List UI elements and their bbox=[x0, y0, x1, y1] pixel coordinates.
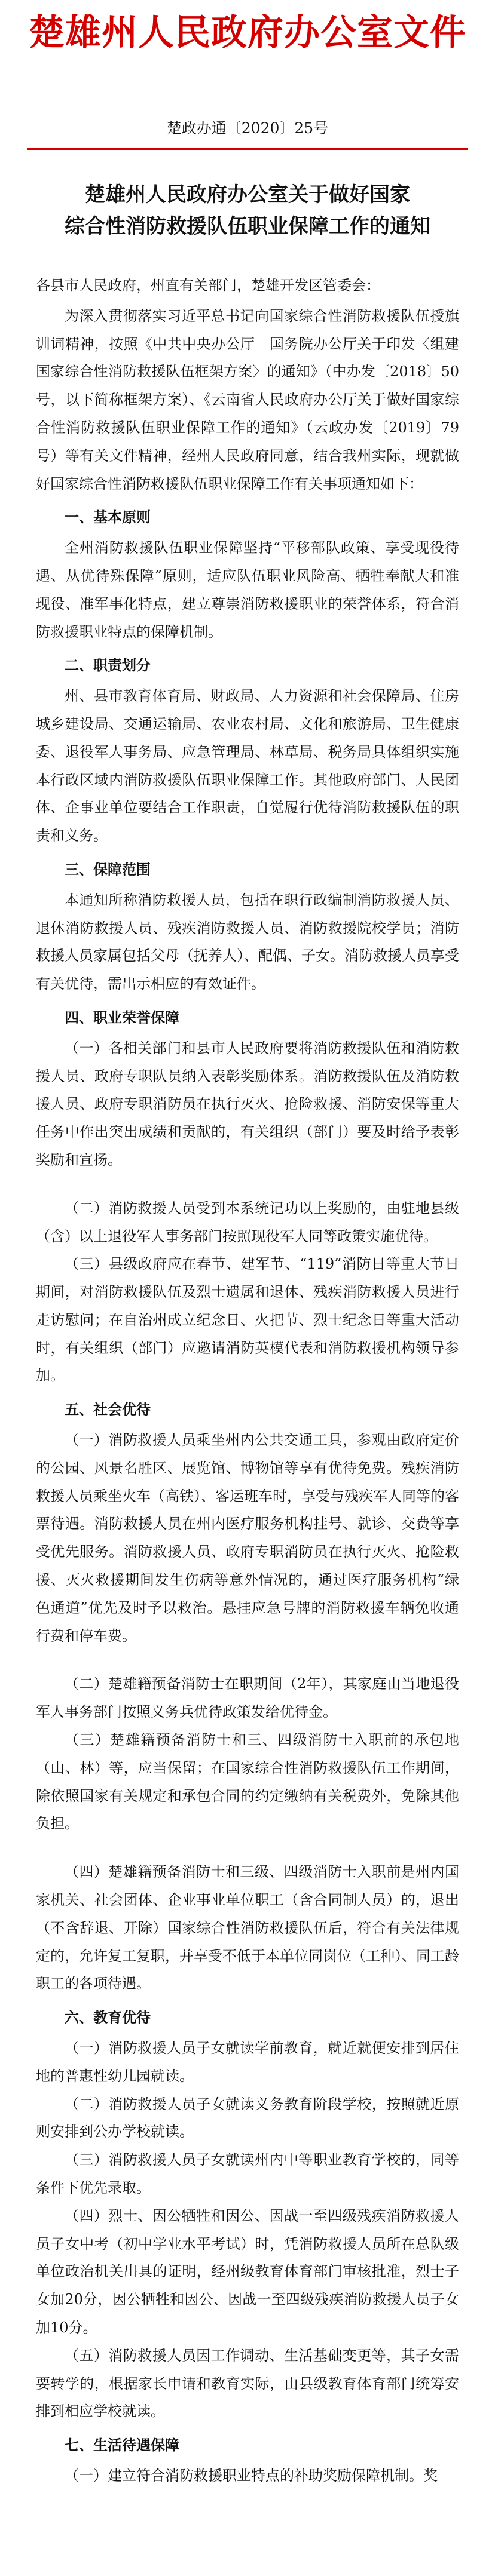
section-paragraph: （一）消防救援人员乘坐州内公共交通工具，参观由政府定价的公园、风景名胜区、展览馆、博物馆等享有优待免费。残疾消防救援人员乘坐火车（高铁）、客运班车时，享受与残疾军人同等的客票待遇。消防救援人员在州内医疗服务机构挂号、就诊、交费等享受优先服务。消防救援人员、政府专职消防员在执行灭火、抢险救援、灭火救援期间发生伤病等意外情况的，通过医疗服务机构“绿色通道”优先及时予以救治。悬挂应急号牌的消防救援车辆免收通行费和停车费。 bbox=[36, 1432, 459, 1644]
notice-title-line: 综合性消防救援队伍职业保障工作的通知 bbox=[65, 214, 430, 238]
intro-paragraph: 为深入贯彻落实习近平总书记向国家综合性消防救援队伍授旗训词精神，按照《中共中央办公厅 国务院办公厅关于印发〈组建国家综合性消防救援队伍框架方案〉的通知》（中办发〔2018〕50号，以下简称框架方案）、《云南省人民政府办公厅关于做好国家综合性消防救援队伍职业保障工作的通知》（云政办发〔2019〕79号）等有关文件精神，经州人民政府同意，结合我州实际，现就做好国家综合性消防救援队伍职业保障工作有关事项通知如下： bbox=[36, 307, 459, 492]
paragraph-spacer bbox=[36, 1174, 459, 1195]
red-divider-line bbox=[27, 148, 468, 150]
section-heading: 五、社会优待 bbox=[65, 1401, 151, 1419]
section-paragraph: 本通知所称消防救援人员，包括在职行政编制消防救援人员、退休消防救援人员、残疾消防救援人员、消防救援院校学员；消防救援人员家属包括父母（抚养人）、配偶、子女。消防救援人员享受有关优待，需出示相应的有效证件。 bbox=[36, 891, 459, 993]
section-paragraph: （二）消防救援人员受到本系统记功以上奖励的，由驻地县级（含）以上退役军人事务部门按照现役军人同等政策实施优待。 bbox=[36, 1199, 459, 1245]
notice-title-line: 楚雄州人民政府办公室关于做好国家 bbox=[85, 183, 410, 207]
section-paragraph: （一）消防救援人员子女就读学前教育，就近就便安排到居住地的普惠性幼儿园就读。 bbox=[36, 2040, 459, 2084]
section-paragraph: （一）各相关部门和县市人民政府要将消防救援队伍和消防救援人员、政府专职队员纳入表彰奖励体系。消防救援队伍及消防救援人员、政府专职消防员在执行灭火、抢险救援、消防安保等重大任务中作出突出成绩和贡献的，有关组织（部门）要及时给予表彰奖励和宣扬。 bbox=[36, 1039, 459, 1168]
section-heading: 二、职责划分 bbox=[65, 656, 151, 674]
document-body bbox=[36, 272, 459, 2490]
paragraph-spacer bbox=[36, 1838, 459, 1858]
section-paragraph: 全州消防救援队伍职业保障坚持“平移部队政策、享受现役待遇、从优待殊保障”原则，适应队伍职业风险高、牺牲奉献大和准现役、准军事化特点，建立尊崇消防救援职业的荣誉体系，符合消防救援职业特点的保障机制。 bbox=[36, 539, 459, 640]
notice-title bbox=[36, 179, 459, 242]
salutation: 各县市人民政府，州直有关部门，楚雄开发区管委会： bbox=[36, 277, 380, 294]
section-heading: 六、教育优待 bbox=[65, 2009, 151, 2027]
document-header-title: 楚雄州人民政府办公室文件 bbox=[29, 12, 466, 54]
section-paragraph: （二）楚雄籍预备消防士在职期间（2年），其家庭由当地退役军人事务部门按照义务兵优待政策发给优待金。 bbox=[36, 1675, 459, 1721]
document-number: 楚政办通〔2020〕25号 bbox=[166, 119, 329, 137]
section-paragraph: （四）楚雄籍预备消防士和三级、四级消防士入职前是州内国家机关、社会团体、企业事业单位职工（含合同制人员）的，退出（不含辞退、开除）国家综合性消防救援队伍后，符合有关法律规定的，允许复工复职，并享受不低于本单位同岗位（工种）、同工龄职工的各项待遇。 bbox=[36, 1863, 459, 1992]
section-paragraph: 州、县市教育体育局、财政局、人力资源和社会保障局、住房城乡建设局、交通运输局、农业农村局、文化和旅游局、卫生健康委、退役军人事务局、应急管理局、林草局、税务局具体组织实施本行政区域内消防救援队伍职业保障工作。其他政府部门、人民团体、企事业单位要结合工作职责，自觉履行优待消防救援队伍的职责和义务。 bbox=[36, 687, 459, 845]
section-paragraph: （三）消防救援人员子女就读州内中等职业教育学校的，同等条件下优先录取。 bbox=[36, 2151, 459, 2196]
section-paragraph: （二）消防救援人员子女就读义务教育阶段学校，按照就近原则安排到公办学校就读。 bbox=[36, 2095, 459, 2141]
section-heading: 三、保障范围 bbox=[65, 860, 151, 878]
section-paragraph: （三）楚雄籍预备消防士和三、四级消防士入职前的承包地（山、林）等，应当保留；在国家综合性消防救援队伍工作期间，除依照国家有关规定和承包合同的约定缴纳有关税费外，免除其他负担。 bbox=[36, 1731, 459, 1832]
section-heading: 七、生活待遇保障 bbox=[65, 2436, 179, 2454]
section-heading: 四、职业荣誉保障 bbox=[65, 1008, 179, 1026]
paragraph-spacer bbox=[36, 1650, 459, 1670]
section-heading: 一、基本原则 bbox=[65, 508, 151, 526]
section-paragraph: （五）消防救援人员因工作调动、生活基础变更等，其子女需要转学的，根据家长申请和教育实际，由县级教育体育部门统筹安排到相应学校就读。 bbox=[36, 2347, 459, 2420]
section-paragraph: （四）烈士、因公牺牲和因公、因战一至四级残疾消防救援人员子女中考（初中学业水平考试）时，凭消防救援人员所在总队级单位政治机关出具的证明，经州级教育体育部门审核批准，烈士子女加20分，因公牺牲和因公、因战一至四级残疾消防救援人员子女加10分。 bbox=[36, 2207, 459, 2336]
section-paragraph: （三）县级政府应在春节、建军节、“119”消防日等重大节日期间，对消防救援队伍及烈士遗属和退休、残疾消防救援人员进行走访慰问；在自治州成立纪念日、火把节、烈士纪念日等重大活动时，有关组织（部门）应邀请消防英模代表和消防救援机构领导参加。 bbox=[36, 1255, 459, 1384]
section-paragraph: （一）建立符合消防救援职业特点的补助奖励保障机制。奖 bbox=[65, 2467, 438, 2484]
